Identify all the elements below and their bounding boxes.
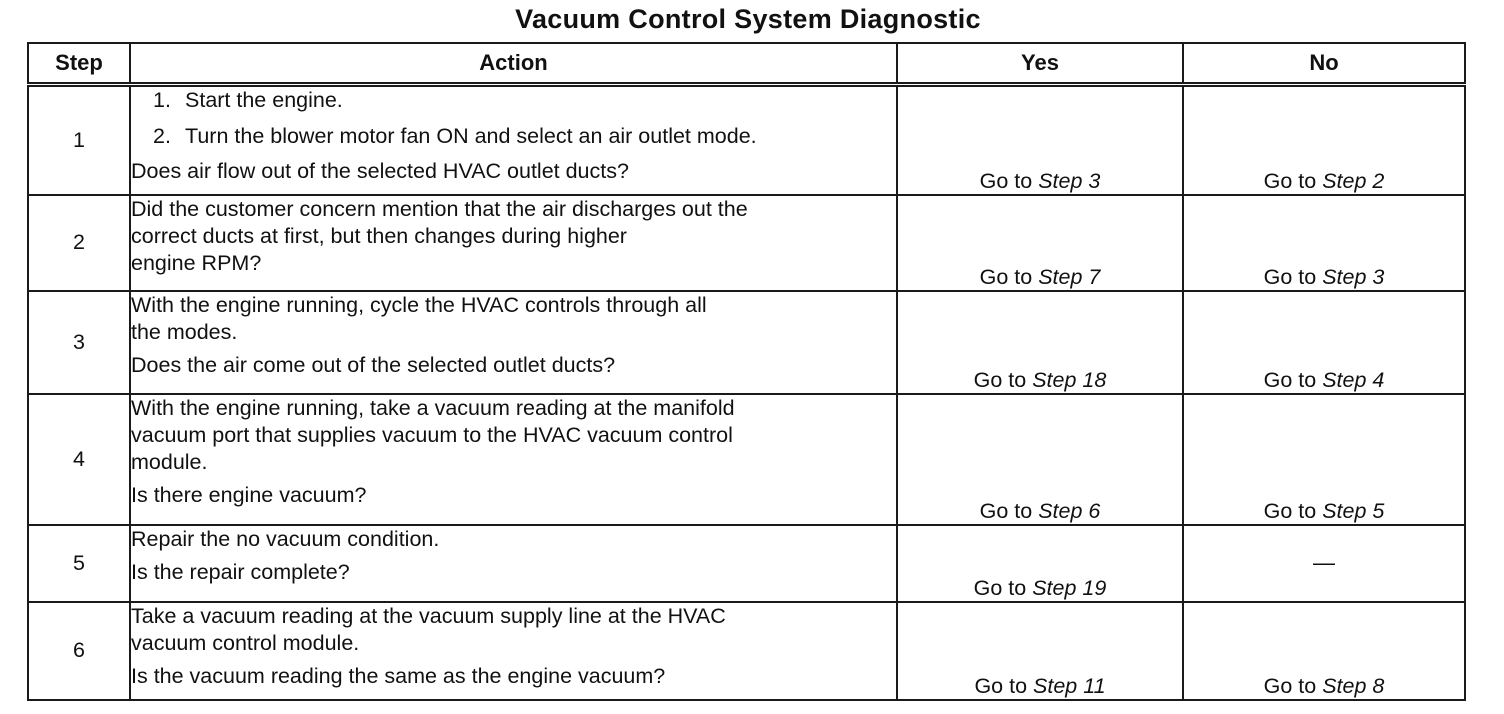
header-action: Action bbox=[130, 43, 897, 85]
action-line: vacuum port that supplies vacuum to the HVAC vacuum control bbox=[131, 422, 733, 447]
no-target: Step 2 bbox=[1322, 168, 1385, 193]
instruction-item: 2. Turn the blower motor fan ON and select an air outlet mode. bbox=[153, 124, 757, 148]
step-number: 3 bbox=[28, 291, 130, 394]
table-header-row bbox=[28, 43, 1465, 85]
header-no: No bbox=[1183, 43, 1465, 85]
no-cell: Go to Step 3 bbox=[1183, 195, 1465, 291]
action-line: vacuum control module. bbox=[131, 630, 360, 655]
action-cell bbox=[130, 525, 897, 602]
table-row bbox=[28, 394, 1465, 525]
action-question: Is the vacuum reading the same as the engine vacuum? bbox=[131, 663, 666, 688]
diagnostic-table bbox=[27, 42, 1466, 701]
action-line: Did the customer concern mention that the air discharges out the bbox=[131, 196, 748, 221]
yes-cell: Go to Step 11 bbox=[897, 602, 1183, 700]
no-target: Step 5 bbox=[1322, 498, 1385, 523]
action-line: correct ducts at first, but then changes during higher bbox=[131, 223, 627, 248]
header-yes: Yes bbox=[897, 43, 1183, 85]
step-number: 6 bbox=[28, 602, 130, 700]
yes-cell: Go to Step 6 bbox=[897, 394, 1183, 525]
action-question: Is there engine vacuum? bbox=[131, 482, 367, 507]
yes-cell: Go to Step 3 bbox=[897, 85, 1183, 195]
action-line: Repair the no vacuum condition. bbox=[131, 526, 440, 551]
instruction-item: 1. Start the engine. bbox=[153, 88, 343, 112]
yes-target: Step 19 bbox=[1032, 575, 1107, 600]
table-row bbox=[28, 602, 1465, 700]
no-cell: Go to Step 2 bbox=[1183, 85, 1465, 195]
yes-target: Step 3 bbox=[1038, 168, 1101, 193]
no-cell: Go to Step 5 bbox=[1183, 394, 1465, 525]
no-cell: Go to Step 8 bbox=[1183, 602, 1465, 700]
action-cell bbox=[130, 85, 897, 195]
header-step: Step bbox=[28, 43, 130, 85]
action-question: Does the air come out of the selected outlet ducts? bbox=[131, 352, 616, 377]
no-cell bbox=[1183, 525, 1465, 602]
no-target: Step 3 bbox=[1322, 264, 1385, 289]
yes-target: Step 7 bbox=[1038, 264, 1101, 289]
action-line: Take a vacuum reading at the vacuum supply line at the HVAC bbox=[131, 603, 726, 628]
action-cell bbox=[130, 195, 897, 291]
step-number: 2 bbox=[28, 195, 130, 291]
action-question: Is the repair complete? bbox=[131, 559, 350, 584]
no-target: Step 8 bbox=[1322, 673, 1385, 698]
yes-cell: Go to Step 7 bbox=[897, 195, 1183, 291]
action-line: the modes. bbox=[131, 319, 238, 344]
page-title: Vacuum Control System Diagnostic bbox=[515, 4, 981, 34]
no-target: Step 4 bbox=[1322, 367, 1385, 392]
step-number: 4 bbox=[28, 394, 130, 525]
yes-target: Step 18 bbox=[1032, 367, 1107, 392]
no-target: — bbox=[1313, 550, 1335, 575]
yes-target: Step 11 bbox=[1033, 673, 1106, 698]
no-cell: Go to Step 4 bbox=[1183, 291, 1465, 394]
action-cell bbox=[130, 291, 897, 394]
action-line: module. bbox=[131, 449, 208, 474]
action-cell bbox=[130, 394, 897, 525]
action-line: With the engine running, take a vacuum reading at the manifold bbox=[131, 395, 735, 420]
table-row bbox=[28, 85, 1465, 195]
table-row bbox=[28, 525, 1465, 602]
step-number: 1 bbox=[28, 85, 130, 195]
action-line: With the engine running, cycle the HVAC controls through all bbox=[131, 292, 707, 317]
table-row bbox=[28, 195, 1465, 291]
yes-cell: Go to Step 18 bbox=[897, 291, 1183, 394]
step-number: 5 bbox=[28, 525, 130, 602]
yes-cell: Go to Step 19 bbox=[897, 525, 1183, 602]
table-row bbox=[28, 291, 1465, 394]
action-line: engine RPM? bbox=[131, 250, 262, 275]
yes-target: Step 6 bbox=[1038, 498, 1101, 523]
action-cell bbox=[130, 602, 897, 700]
action-question: Does air flow out of the selected HVAC outlet ducts? bbox=[131, 159, 629, 183]
